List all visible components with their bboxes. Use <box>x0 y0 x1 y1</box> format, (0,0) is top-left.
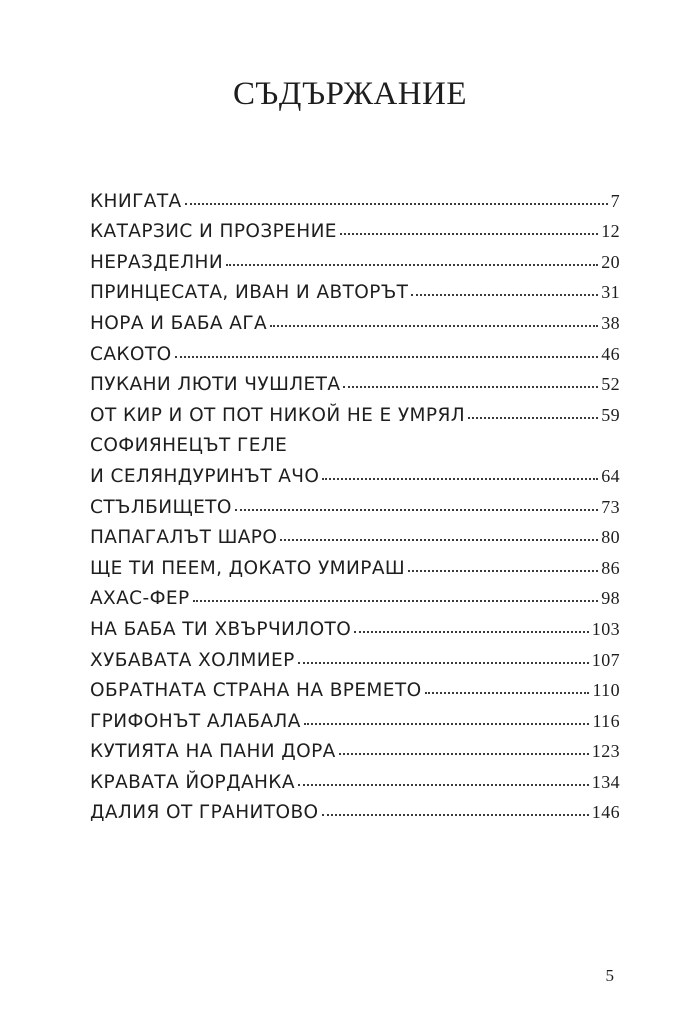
toc-entry <box>90 585 620 616</box>
dot-leader <box>298 784 589 786</box>
toc-entry <box>90 738 620 769</box>
toc-entry-page: 31 <box>601 282 620 303</box>
toc-entry-title: ДАЛИЯ ОТ ГРАНИТОВО <box>90 802 319 824</box>
toc-entry <box>90 493 620 524</box>
toc-entry-title: КУТИЯТА НА ПАНИ ДОРА <box>90 741 336 763</box>
toc-entry-title: САКОТО <box>90 343 172 365</box>
toc-entry-page: 12 <box>601 221 620 242</box>
dot-leader <box>468 417 598 419</box>
toc-entry <box>90 554 620 585</box>
toc-entry-page: 59 <box>601 404 620 425</box>
toc-entry-page: 7 <box>610 190 620 211</box>
dot-leader <box>304 723 590 725</box>
toc-entry-title: ЩЕ ТИ ПЕЕМ, ДОКАТО УМИРАШ <box>90 557 406 579</box>
toc-entry-title: ПРИНЦЕСАТА, ИВАН И АВТОРЪТ <box>90 282 409 304</box>
toc-entry-title: СОФИЯНЕЦЪТ ГЕЛЕ <box>90 435 288 457</box>
toc-entry-page: 107 <box>591 649 620 670</box>
toc-entry-title: ПАПАГАЛЪТ ШАРО <box>90 527 278 549</box>
toc-entry <box>90 218 620 249</box>
toc-entry <box>90 768 620 799</box>
toc-entry <box>90 309 620 340</box>
dot-leader <box>425 692 590 694</box>
dot-leader <box>298 662 589 664</box>
page-title: СЪДЪРЖАНИЕ <box>232 76 468 112</box>
dot-leader <box>343 386 598 388</box>
toc-entry-title: СТЪЛБИЩЕТО <box>90 496 232 518</box>
toc-entry-title: АХАС-ФЕР <box>90 588 190 610</box>
toc-entry <box>90 187 620 218</box>
toc-entry-page: 73 <box>601 496 620 517</box>
dot-leader <box>322 814 589 816</box>
dot-leader <box>270 325 598 327</box>
page-number: 5 <box>605 966 614 985</box>
toc-entry-page: 52 <box>601 374 620 395</box>
toc-entry-title: КРАВАТА ЙОРДАНКА <box>90 771 295 793</box>
dot-leader <box>226 264 598 266</box>
toc-entry <box>90 248 620 279</box>
dot-leader <box>280 539 598 541</box>
dot-leader <box>408 570 598 572</box>
toc-entry-page: 64 <box>601 465 620 486</box>
toc-entry-page: 103 <box>591 618 620 639</box>
toc-entry-page: 116 <box>592 710 620 731</box>
toc-entry-title: НА БАБА ТИ ХВЪРЧИЛОТО <box>90 618 352 640</box>
toc-entry <box>90 401 620 432</box>
toc-entry <box>90 615 620 646</box>
toc-entry <box>90 279 620 310</box>
toc-entry-title: КНИГАТА <box>90 190 182 212</box>
toc-entry <box>90 799 620 830</box>
toc-entry-title: КАТАРЗИС И ПРОЗРЕНИЕ <box>90 221 337 243</box>
toc-entry <box>90 707 620 738</box>
dot-leader <box>411 294 598 296</box>
toc-entry-title-continued: И СЕЛЯНДУРИНЪТ АЧО <box>90 465 320 487</box>
dot-leader <box>185 203 608 205</box>
toc-entry-page: 20 <box>601 251 620 272</box>
toc-entry-page: 38 <box>601 312 620 333</box>
toc-entry-page: 46 <box>601 343 620 364</box>
dot-leader <box>175 356 599 358</box>
toc-entry <box>90 524 620 555</box>
dot-leader <box>340 233 598 235</box>
toc-entry-page: 86 <box>601 557 620 578</box>
table-of-contents <box>90 187 620 829</box>
dot-leader <box>193 600 599 602</box>
toc-entry <box>90 677 620 708</box>
dot-leader <box>339 753 589 755</box>
toc-entry <box>90 646 620 677</box>
toc-entry <box>90 340 620 371</box>
toc-entry-page: 134 <box>591 771 620 792</box>
toc-entry <box>90 462 620 493</box>
toc-entry-title: ОБРАТНАТА СТРАНА НА ВРЕМЕТО <box>90 680 422 702</box>
toc-entry <box>90 371 620 402</box>
toc-entry-page: 146 <box>591 802 620 823</box>
toc-entry-page: 123 <box>591 741 620 762</box>
toc-entry-page: 110 <box>592 680 620 701</box>
dot-leader <box>354 631 589 633</box>
dot-leader <box>322 478 598 480</box>
dot-leader <box>235 509 598 511</box>
toc-entry-title: ХУБАВАТА ХОЛМИЕР <box>90 649 295 671</box>
toc-entry-page: 80 <box>601 527 620 548</box>
toc-entry-title: ОТ КИР И ОТ ПОТ НИКОЙ НЕ Е УМРЯЛ <box>90 404 466 426</box>
toc-entry-title: ГРИФОНЪТ АЛАБАЛА <box>90 710 301 732</box>
toc-entry-title: ПУКАНИ ЛЮТИ ЧУШЛЕТА <box>90 374 341 396</box>
toc-entry-page: 98 <box>601 588 620 609</box>
toc-entry-title: НОРА И БАБА АГА <box>90 312 268 334</box>
toc-entry-first-line <box>90 432 620 463</box>
toc-entry-title: НЕРАЗДЕЛНИ <box>90 251 224 273</box>
